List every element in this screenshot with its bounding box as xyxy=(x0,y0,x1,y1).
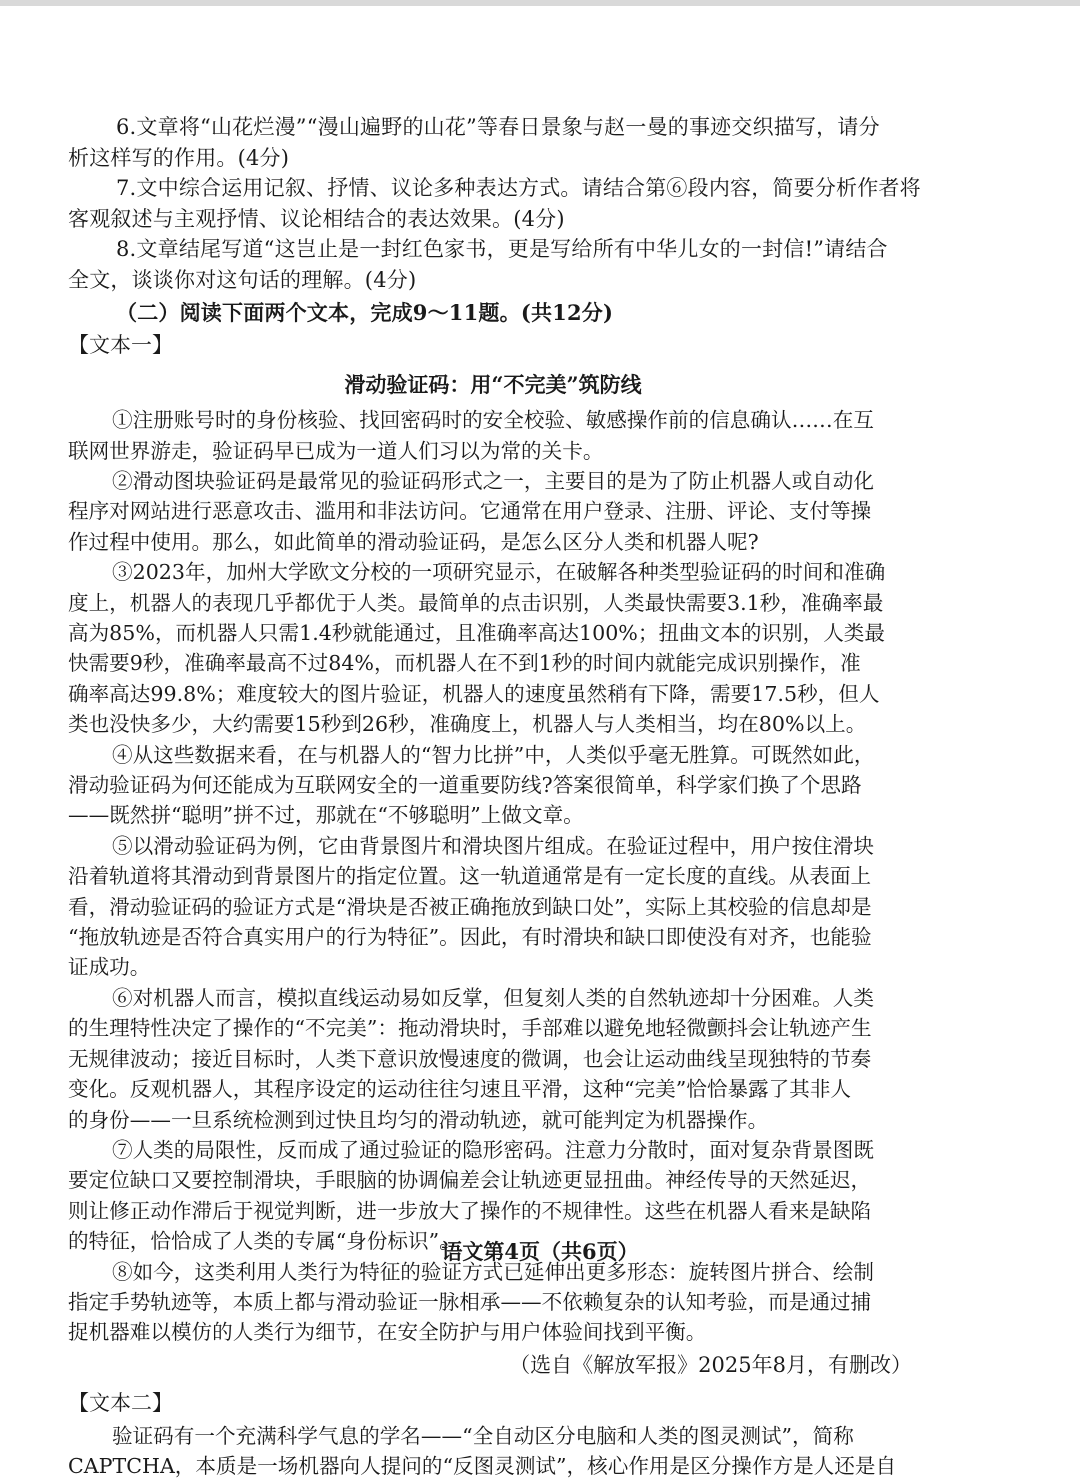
scan-top-edge xyxy=(0,0,1080,6)
paragraph-line: ——既然拼“聪明”拼不过，那就在“不够聪明”上做文章。 xyxy=(68,803,584,828)
text-one-label: 【文本一】 xyxy=(68,333,173,358)
section-heading: （二）阅读下面两个文本，完成9～11题。(共12分) xyxy=(116,299,614,325)
paragraph-line: ⑦人类的局限性，反而成了通过验证的隐形密码。注意力分散时，面对复杂背景图既 xyxy=(112,1137,874,1162)
question-7-line-2: 客观叙述与主观抒情、议论相结合的表达效果。(4分) xyxy=(68,206,565,231)
paragraph-line: 快需要9秒，准确率最高不过84%，而机器人在不到1秒的时间内就能完成识别操作，准 xyxy=(68,651,861,676)
paragraph-line: 确率高达99.8%；难度较大的图片验证，机器人的速度虽然稍有下降，需要17.5秒，但人 xyxy=(68,681,880,706)
exam-page xyxy=(68,112,921,1482)
paragraph-line: 联网世界游走，验证码早已成为一道人们习以为常的关卡。 xyxy=(68,438,604,463)
paragraph-line: ④从这些数据来看，在与机器人的“智力比拼”中，人类似乎毫无胜算。可既然如此， xyxy=(112,742,875,767)
paragraph-4 xyxy=(68,740,918,831)
paragraph-line: CAPTCHA，本质是一场机器向人提问的“反图灵测试”，核心作用是区分操作方是人还是自 xyxy=(68,1454,897,1479)
paragraph-line: 度上，机器人的表现几乎都优于人类。最简单的点击识别，人类最快需要3.1秒，准确率最 xyxy=(68,590,884,615)
paragraph-line: 变化。反观机器人，其程序设定的运动往往匀速且平滑，这种“完美”恰恰暴露了其非人 xyxy=(68,1077,852,1102)
question-7-line-1: 7.文中综合运用记叙、抒情、议论多种表达方式。请结合第⑥段内容，简要分析作者将 xyxy=(116,176,921,201)
question-8-line-1: 8.文章结尾写道“这岂止是一封红色家书，更是写给所有中华儿女的一封信!”请结合 xyxy=(116,237,888,262)
paragraph-5 xyxy=(68,831,918,983)
article-title: 滑动验证码：用“不完美”筑防线 xyxy=(344,372,642,398)
paragraph-2 xyxy=(68,466,918,557)
paragraph-line: 则让修正动作滞后于视觉判断，进一步放大了操作的不规律性。这些在机器人看来是缺陷 xyxy=(68,1198,872,1223)
paragraph-line: ②滑动图块验证码是最常见的验证码形式之一，主要目的是为了防止机器人或自动化 xyxy=(112,468,874,493)
paragraph-line: 无规律波动；接近目标时，人类下意识放慢速度的微调，也会让运动曲线呈现独特的节奏 xyxy=(68,1046,872,1071)
question-6-line-1: 6.文章将“山花烂漫”“漫山遍野的山花”等春日景象与赵一曼的事迹交织描写，请分 xyxy=(116,115,880,139)
paragraph-line: 高为85%，而机器人只需1.4秒就能通过，且准确率高达100%；扭曲文本的识别，人类最 xyxy=(68,621,885,645)
question-6-line-2: 析这样写的作用。(4分) xyxy=(68,145,290,170)
paragraph-line: 要定位缺口又要控制滑块，手眼脑的协调偏差会让轨迹更显扭曲。神经传导的天然延迟， xyxy=(68,1168,872,1193)
text-two-label: 【文本二】 xyxy=(68,1390,173,1415)
paragraph-line: 捉机器难以模仿的人类行为细节，在安全防护与用户体验间找到平衡。 xyxy=(68,1320,707,1345)
paragraph-line: 的生理特性决定了操作的“不完美”：拖动滑块时，手部难以避免地轻微颤抖会让轨迹产生 xyxy=(68,1016,872,1041)
paragraph-line: 类也没快多少，大约需要15秒到26秒，准确度上，机器人与人类相当，均在80%以上。 xyxy=(68,712,867,737)
paragraph-line: 看，滑动验证码的验证方式是“滑块是否被正确拖放到缺口处”，实际上其校验的信息却是 xyxy=(68,894,872,919)
paragraph-line: 程序对网站进行恶意攻击、滥用和非法访问。它通常在用户登录、注册、评论、支付等操 xyxy=(68,499,872,524)
paragraph-3 xyxy=(68,557,918,739)
source-citation: （选自《解放军报》2025年8月，有删改） xyxy=(509,1352,912,1377)
page-footer: 语文第4页（共6页） xyxy=(441,1239,639,1264)
paragraph-line: 沿着轨道将其滑动到背景图片的指定位置。这一轨道通常是有一定长度的直线。从表面上 xyxy=(68,864,872,889)
paragraph-line: 的身份——一旦系统检测到过快且均匀的滑动轨迹，就可能判定为机器操作。 xyxy=(68,1107,769,1132)
paragraph-line: ⑥对机器人而言，模拟直线运动易如反掌，但复刻人类的自然轨迹却十分困难。人类 xyxy=(112,985,874,1010)
paragraph-line: ⑤以滑动验证码为例，它由背景图片和滑块图片组成。在验证过程中，用户按住滑块 xyxy=(112,833,874,858)
question-8-line-2: 全文，谈谈你对这句话的理解。(4分) xyxy=(68,267,417,292)
paragraph-6 xyxy=(68,983,918,1135)
paragraph-line: 验证码有一个充满科学气息的学名——“全自动区分电脑和人类的图灵测试”，简称 xyxy=(112,1423,854,1448)
paragraph-line: ⑧如今，这类利用人类行为特征的验证方式已延伸出更多形态：旋转图片拼合、绘制 xyxy=(112,1259,874,1284)
paragraph-line: 证成功。 xyxy=(68,955,151,980)
paragraph-line: 指定手势轨迹等，本质上都与滑动验证一脉相承——不依赖复杂的认知考验，而是通过捕 xyxy=(68,1289,872,1314)
paragraph-1 xyxy=(68,405,918,466)
paragraph-line: 作过程中使用。那么，如此简单的滑动验证码，是怎么区分人类和机器人呢? xyxy=(68,529,759,554)
paragraph-line: ③2023年，加州大学欧文分校的一项研究显示，在破解各种类型验证码的时间和准确 xyxy=(112,560,886,585)
paragraph-8 xyxy=(68,1257,918,1348)
paragraph-line: ①注册账号时的身份核验、找回密码时的安全校验、敏感操作前的信息确认……在互 xyxy=(112,408,874,433)
paragraph-line: 滑动验证码为何还能成为互联网安全的一道重要防线?答案很简单，科学家们换了个思路 xyxy=(68,773,862,798)
paragraph-line: “拖放轨迹是否符合真实用户的行为特征”。因此，有时滑块和缺口即使没有对齐，也能验 xyxy=(68,925,872,950)
text-two-body xyxy=(68,1421,918,1482)
paragraph-line: 的特征，恰恰成了人类的专属“身份标识”。 xyxy=(68,1229,460,1254)
